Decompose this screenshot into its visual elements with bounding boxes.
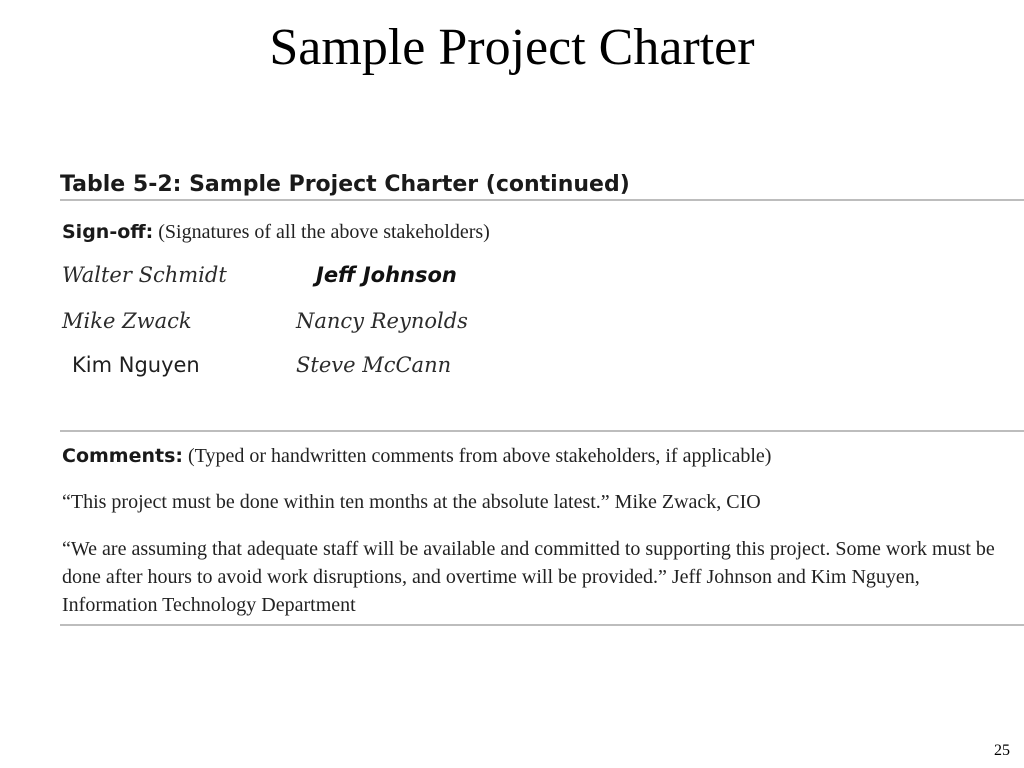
signoff-description: (Signatures of all the above stakeholders) bbox=[153, 221, 490, 243]
comments-label: Comments: bbox=[62, 445, 183, 467]
signoff-label: Sign-off: bbox=[62, 221, 154, 243]
signature-steve-mccann: Steve McCann bbox=[296, 353, 452, 377]
page-number: 25 bbox=[994, 742, 1010, 759]
signature-kim-nguyen: Kim Nguyen bbox=[72, 353, 200, 377]
comment-quote-1: “This project must be done within ten months at the absolute latest.” Mike Zwack, CIO bbox=[62, 491, 761, 513]
comment-quote-2: “We are assuming that adequate staff will be available and committed to supporting this project. Some work must be done after hours to avoid work disruptions, and overtime will be provided.” Jeff Johnson and Kim Nguyen, Information Technology Department bbox=[62, 538, 995, 616]
comments-description: (Typed or handwritten comments from above stakeholders, if applicable) bbox=[183, 445, 772, 467]
signature-walter-schmidt: Walter Schmidt bbox=[62, 263, 227, 287]
table-caption: Table 5-2: Sample Project Charter (continued) bbox=[60, 172, 630, 197]
signature-mike-zwack: Mike Zwack bbox=[62, 309, 192, 333]
slide-title: Sample Project Charter bbox=[269, 19, 755, 76]
table-bottom-divider bbox=[60, 624, 1024, 626]
section-divider bbox=[60, 430, 1024, 432]
signature-nancy-reynolds: Nancy Reynolds bbox=[296, 309, 468, 333]
signoff-row bbox=[62, 219, 490, 245]
table-top-divider bbox=[60, 199, 1024, 201]
signature-jeff-johnson: Jeff Johnson bbox=[316, 263, 457, 287]
comments-row bbox=[62, 443, 771, 469]
